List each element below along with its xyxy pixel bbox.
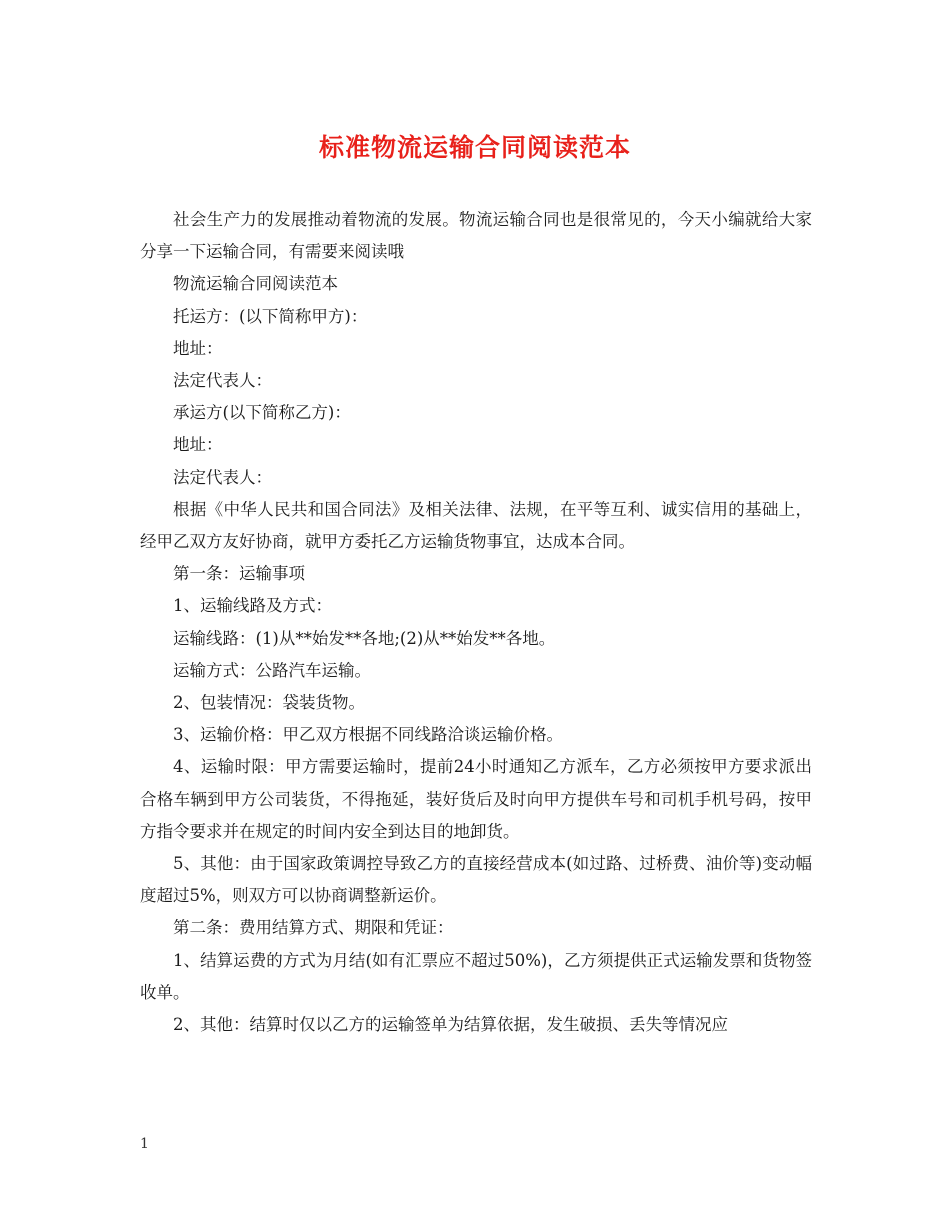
document-title: 标准物流运输合同阅读范本 (318, 133, 631, 162)
paragraph-article-1: 第一条：运输事项 (173, 564, 305, 584)
paragraph-other-1: 5、其他：由于国家政策调控导致乙方的直接经营成本(如过路、过桥费、油价等)变动幅度超过5%，则双方可以协商调整新运价。 (140, 854, 812, 906)
paragraph-shipper-representative: 法定代表人： (173, 371, 272, 391)
paragraph-carrier-address: 地址： (173, 435, 223, 455)
paragraph-contract-name: 物流运输合同阅读范本 (173, 274, 338, 294)
paragraph-settlement: 1、结算运费的方式为月结(如有汇票应不超过50%)，乙方须提供正式运输发票和货物签收单。 (140, 950, 812, 1002)
paragraph-packaging: 2、包装情况：袋装货物。 (173, 693, 365, 713)
paragraph-price: 3、运输价格：甲乙双方根据不同线路洽谈运输价格。 (173, 725, 563, 745)
paragraph-other-2: 2、其他：结算时仅以乙方的运输签单为结算依据，发生破损、丢失等情况应 (173, 1015, 728, 1035)
paragraph-intro: 社会生产力的发展推动着物流的发展。物流运输合同也是很常见的，今天小编就给大家分享一下运输合同，有需要来阅读哦 (140, 210, 812, 262)
paragraph-route-and-method: 1、运输线路及方式： (173, 596, 332, 616)
document-body (140, 204, 812, 1041)
paragraph-shipper-address: 地址： (173, 338, 223, 358)
paragraph-method: 运输方式：公路汽车运输。 (173, 660, 371, 680)
paragraph-route: 运输线路：(1)从**始发**各地;(2)从**始发**各地。 (173, 628, 556, 648)
paragraph-carrier-representative: 法定代表人： (173, 467, 272, 487)
paragraph-article-2: 第二条：费用结算方式、期限和凭证： (173, 918, 454, 938)
page-number: 1 (140, 1136, 149, 1152)
paragraph-carrier: 承运方(以下简称乙方)： (173, 403, 351, 423)
paragraph-basis: 根据《中华人民共和国合同法》及相关法律、法规，在平等互利、诚实信用的基础上，经甲乙双方友好协商，就甲方委托乙方运输货物事宜，达成本合同。 (140, 499, 812, 552)
paragraph-time-limit: 4、运输时限：甲方需要运输时，提前24小时通知乙方派车，乙方必须按甲方要求派出合格车辆到甲方公司装货，不得拖延，装好货后及时向甲方提供车号和司机手机号码，按甲方指令要求并在规定的时间内安全到达目的地卸货。 (140, 757, 812, 841)
paragraph-shipper: 托运方：(以下简称甲方)： (173, 306, 368, 326)
